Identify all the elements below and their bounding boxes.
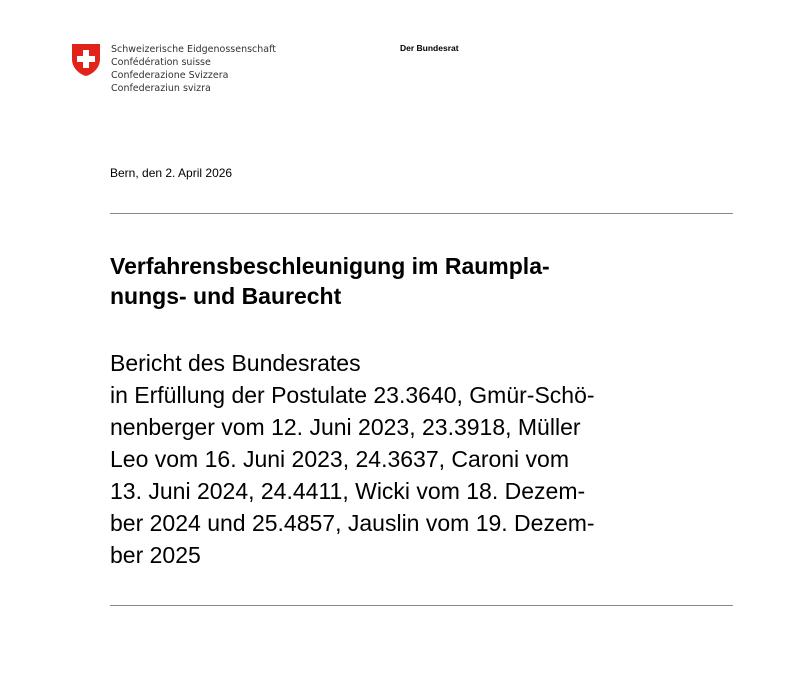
subtitle-line: in Erfüllung der Postulate 23.3640, Gmür-Schö- <box>110 382 595 408</box>
swiss-coat-of-arms-icon <box>71 43 101 77</box>
document-title <box>110 251 550 311</box>
title-line: Verfahrensbeschleunigung im Raumpla- <box>110 253 550 279</box>
subtitle-line: nenberger vom 12. Juni 2023, 23.3918, Müller <box>110 414 581 440</box>
divider <box>110 605 733 606</box>
subtitle-line: ber 2025 <box>110 542 201 568</box>
date: Bern, den 2. April 2026 <box>110 166 233 180</box>
confederation-names <box>111 43 276 95</box>
divider <box>110 213 733 214</box>
subtitle-line: ber 2024 und 25.4857, Jauslin vom 19. Dezem- <box>110 510 595 536</box>
document-subtitle <box>110 347 595 571</box>
subtitle-line: Leo vom 16. Juni 2023, 24.3637, Caroni vom <box>110 446 570 472</box>
conf-line: Schweizerische Eidgenossenschaft <box>111 44 277 55</box>
subtitle-line: Bericht des Bundesrates <box>110 350 361 376</box>
title-line: nungs- und Baurecht <box>110 283 342 309</box>
conf-line: Confederaziun svizra <box>111 83 211 94</box>
authority: Der Bundesrat <box>400 43 459 53</box>
subtitle-line: 13. Juni 2024, 24.4411, Wicki vom 18. Dezem- <box>110 478 586 504</box>
conf-line: Confédération suisse <box>111 57 211 68</box>
conf-line: Confederazione Svizzera <box>111 70 229 81</box>
